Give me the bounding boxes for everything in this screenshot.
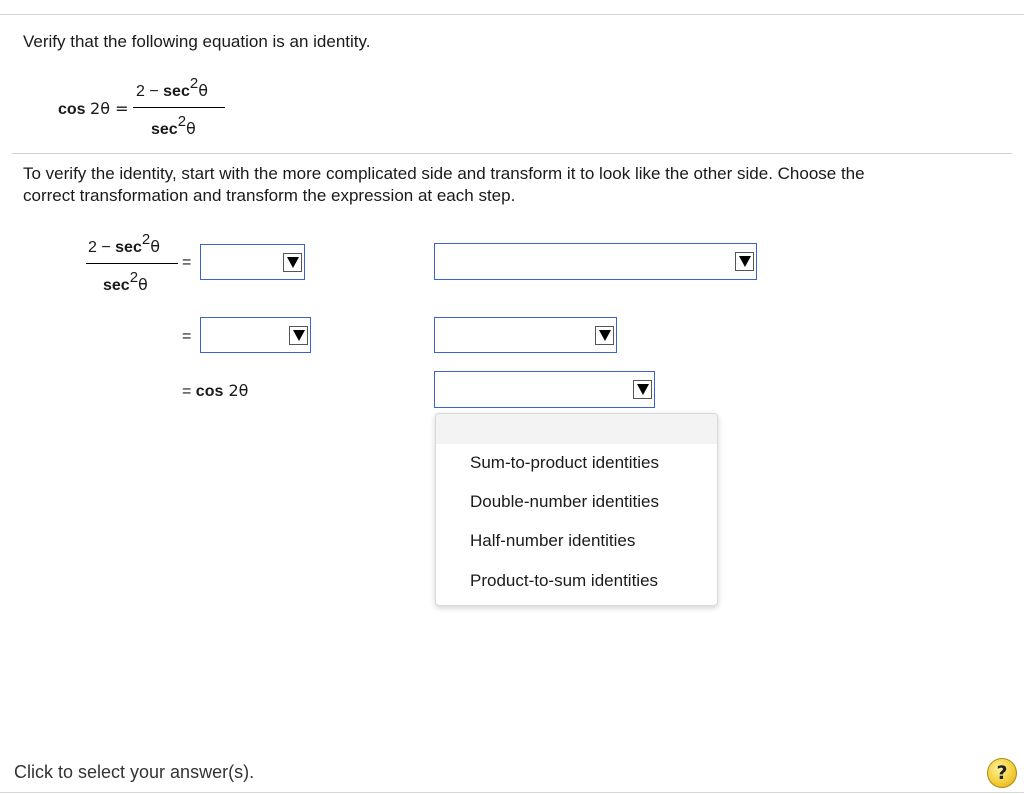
step-3-reason-dropdown[interactable] — [434, 371, 655, 408]
dropdown-option-double-number[interactable]: Double-number identities — [470, 492, 659, 511]
help-icon[interactable]: ? — [987, 758, 1017, 788]
chevron-down-icon[interactable] — [633, 380, 652, 399]
section-divider — [12, 153, 1012, 154]
dropdown-option-sum-to-product[interactable]: Sum-to-product identities — [470, 453, 659, 472]
chevron-down-icon[interactable] — [289, 326, 308, 345]
dropdown-option-blank[interactable] — [436, 414, 717, 444]
step-2-expression-dropdown[interactable] — [200, 317, 311, 353]
equation-numerator: 2 − sec2θ — [136, 75, 208, 100]
chevron-down-icon[interactable] — [735, 252, 754, 271]
equation-lhs: cos 2θ = — [58, 99, 129, 118]
equation-fraction-bar — [133, 107, 225, 108]
instructions-line-2: correct transformation and transform the expression at each step. — [23, 186, 516, 205]
problem-prompt: Verify that the following equation is an identity. — [23, 32, 371, 51]
instructions-line-1: To verify the identity, start with the more complicated side and transform it to look like the other side. Choose the — [23, 164, 865, 183]
step-numerator: 2 − sec2θ — [88, 231, 160, 256]
dropdown-option-half-number[interactable]: Half-number identities — [470, 531, 636, 550]
dropdown-option-product-to-sum[interactable]: Product-to-sum identities — [470, 571, 659, 590]
chevron-down-icon[interactable] — [595, 326, 614, 345]
step-2-equals: = — [182, 328, 192, 345]
chevron-down-icon[interactable] — [283, 253, 302, 272]
step-1-expression-dropdown[interactable] — [200, 244, 305, 280]
bottom-divider — [0, 792, 1024, 793]
step-3-result: = cos 2θ — [182, 381, 249, 400]
status-text: Click to select your answer(s). — [14, 762, 255, 782]
step-fraction-bar — [86, 263, 178, 264]
step-1-reason-dropdown[interactable] — [434, 243, 757, 280]
equation-denominator: sec2θ — [151, 113, 196, 138]
top-divider — [0, 14, 1024, 15]
step-denominator: sec2θ — [103, 269, 148, 294]
reason-dropdown-menu — [435, 413, 718, 606]
step-2-reason-dropdown[interactable] — [434, 317, 617, 353]
step-1-equals: = — [182, 254, 192, 271]
